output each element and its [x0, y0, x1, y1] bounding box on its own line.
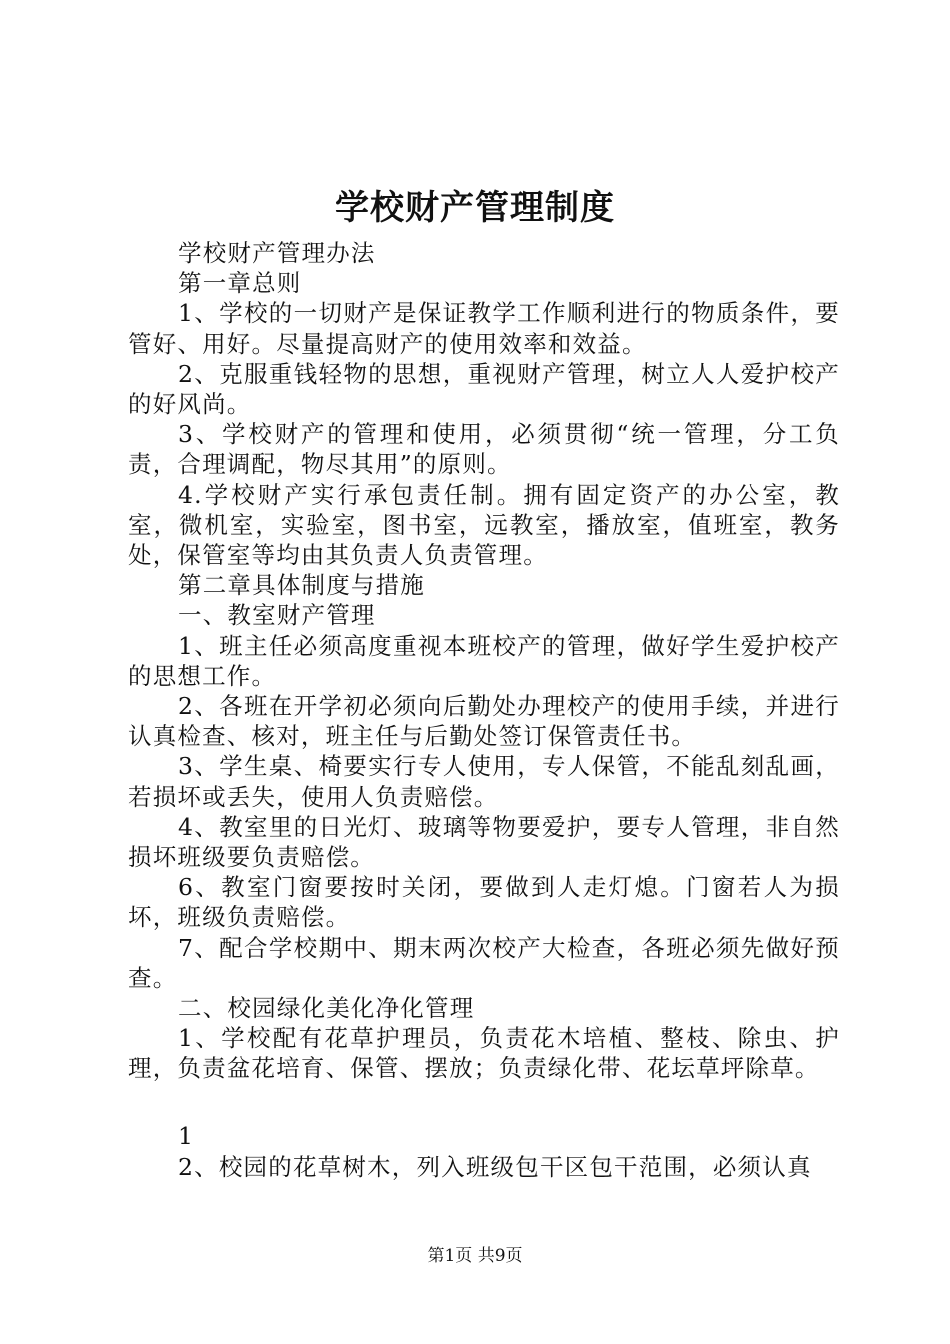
paragraph: 1、学校配有花草护理员，负责花木培植、整枝、除虫、护理，负责盆花培育、保管、摆放；负责绿化带、花坛草坪除草。	[128, 1024, 840, 1083]
paragraph: 7、配合学校期中、期末两次校产大检查，各班必须先做好预查。	[128, 933, 840, 992]
paragraph: 学校财产管理办法	[178, 239, 376, 267]
document-body-continued	[128, 1152, 840, 1182]
paragraph: 6、教室门窗要按时关闭，要做到人走灯熄。门窗若人为损坏，班级负责赔偿。	[128, 873, 840, 932]
paragraph: 第二章具体制度与措施	[178, 571, 425, 600]
page-footer: 第1页 共9页	[427, 1246, 523, 1266]
paragraph: 1、学校的一切财产是保证教学工作顺利进行的物质条件，要管好、用好。尽量提高财产的使用效率和效益。	[128, 299, 840, 358]
paragraph: 2、克服重钱轻物的思想，重视财产管理，树立人人爱护校产的好风尚。	[128, 359, 840, 419]
paragraph: 一、教室财产管理	[178, 601, 376, 630]
paragraph: 2、各班在开学初必须向后勤处办理校产的使用手续，并进行认真检查、核对，班主任与后勤处签订保管责任书。	[128, 692, 840, 751]
paragraph: 第一章总则	[178, 269, 302, 298]
inline-page-number: 1	[178, 1122, 193, 1150]
paragraph: 4.学校财产实行承包责任制。拥有固定资产的办公室，教室，微机室，实验室，图书室，远教室，播放室，值班室，教务处，保管室等均由其负责人负责管理。	[128, 480, 840, 570]
paragraph: 3、学生桌、椅要实行专人使用，专人保管，不能乱刻乱画，若损坏或丢失，使用人负责赔偿。	[128, 752, 840, 811]
document-body	[128, 238, 840, 1084]
paragraph: 4、教室里的日光灯、玻璃等物要爱护，要专人管理，非自然损坏班级要负责赔偿。	[128, 812, 840, 872]
paragraph: 二、校园绿化美化净化管理	[178, 994, 475, 1023]
paragraph: 2、校园的花草树木，列入班级包干区包干范围，必须认真	[178, 1153, 812, 1181]
document-title: 学校财产管理制度	[335, 188, 615, 228]
paragraph: 3、学校财产的管理和使用，必须贯彻“统一管理，分工负责，合理调配，物尽其用”的原则。	[128, 420, 840, 479]
paragraph: 1、班主任必须高度重视本班校产的管理，做好学生爱护校产的思想工作。	[128, 631, 840, 690]
